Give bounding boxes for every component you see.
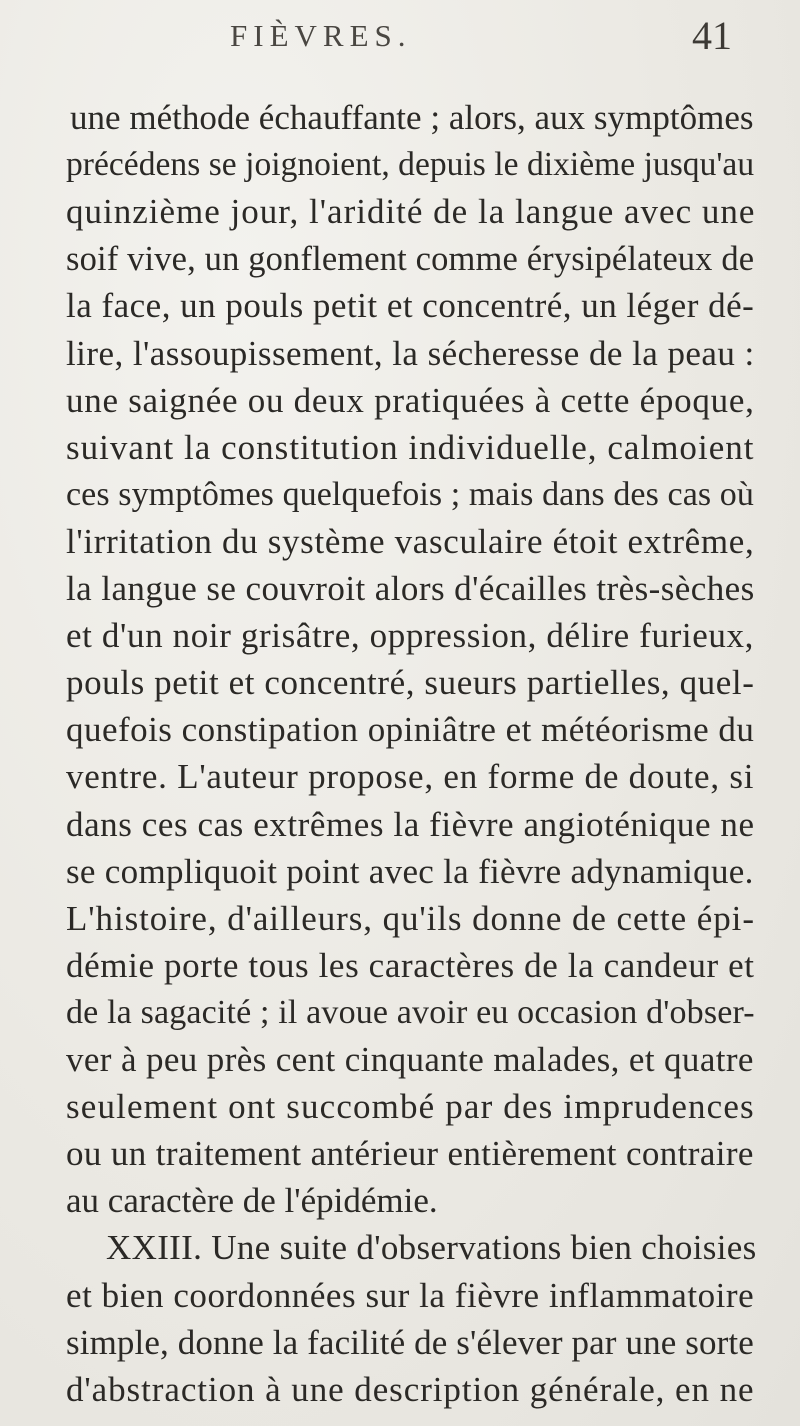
text-line: se compliquoit point avec la fièvre adynamique. bbox=[66, 851, 754, 891]
text-line: précédens se joignoient, depuis le dixième jusqu'au bbox=[66, 146, 755, 184]
text-line: ou un traitement antérieur entièrement contraire bbox=[66, 1134, 754, 1174]
text-line: d'abstraction à une description générale, en ne bbox=[66, 1369, 755, 1409]
text-line: au caractère de l'épidémie. bbox=[66, 1181, 438, 1221]
text-line: démie porte tous les caractères de la candeur et bbox=[66, 945, 755, 985]
text-line: ventre. L'auteur propose, en forme de doute, si bbox=[66, 757, 755, 797]
text-line: dans ces cas extrêmes la fièvre angioténique ne bbox=[66, 804, 755, 844]
running-head bbox=[0, 8, 800, 62]
text-line: seulement ont succombé par des imprudences bbox=[66, 1087, 755, 1127]
text-line: simple, donne la facilité de s'élever par une sorte bbox=[66, 1322, 754, 1362]
text-line: ver à peu près cent cinquante malades, et quatre bbox=[66, 1040, 754, 1079]
text-line: XXIII. Une suite d'observations bien choisies bbox=[106, 1228, 757, 1268]
text-line: une saignée ou deux pratiquées à cette époque, bbox=[66, 380, 755, 420]
running-head-title: FIÈVRES. bbox=[230, 18, 412, 53]
text-line: quinzième jour, l'aridité de la langue avec une bbox=[66, 192, 756, 232]
text-line: de la sagacité ; il avoue avoir eu occasion d'obser- bbox=[66, 993, 755, 1031]
page-number: 41 bbox=[692, 13, 732, 58]
text-line: la face, un pouls petit et concentré, un léger dé- bbox=[66, 286, 755, 326]
text-line: lire, l'assoupissement, la sécheresse de la peau : bbox=[66, 333, 755, 373]
text-line: soif vive, un gonflement comme érysipélateux de bbox=[66, 240, 755, 279]
text-line: la langue se couvroit alors d'écailles très-sèches bbox=[66, 569, 755, 608]
text-line: suivant la constitution individuelle, calmoient bbox=[66, 427, 755, 467]
text-line: ces symptômes quelquefois ; mais dans des cas où bbox=[66, 475, 754, 513]
text-line: une méthode échauffante ; alors, aux symptômes bbox=[70, 98, 754, 137]
text-line: et bien coordonnées sur la fièvre inflammatoire bbox=[66, 1275, 755, 1315]
text-line: l'irritation du système vasculaire étoit extrême, bbox=[66, 521, 755, 561]
text-line: quefois constipation opiniâtre et météorisme du bbox=[66, 710, 755, 750]
text-line: et d'un noir grisâtre, oppression, délire furieux, bbox=[66, 616, 755, 656]
text-line: pouls petit et concentré, sueurs partielles, quel- bbox=[66, 663, 755, 703]
text-line: L'histoire, d'ailleurs, qu'ils donne de cette épi- bbox=[66, 898, 755, 938]
